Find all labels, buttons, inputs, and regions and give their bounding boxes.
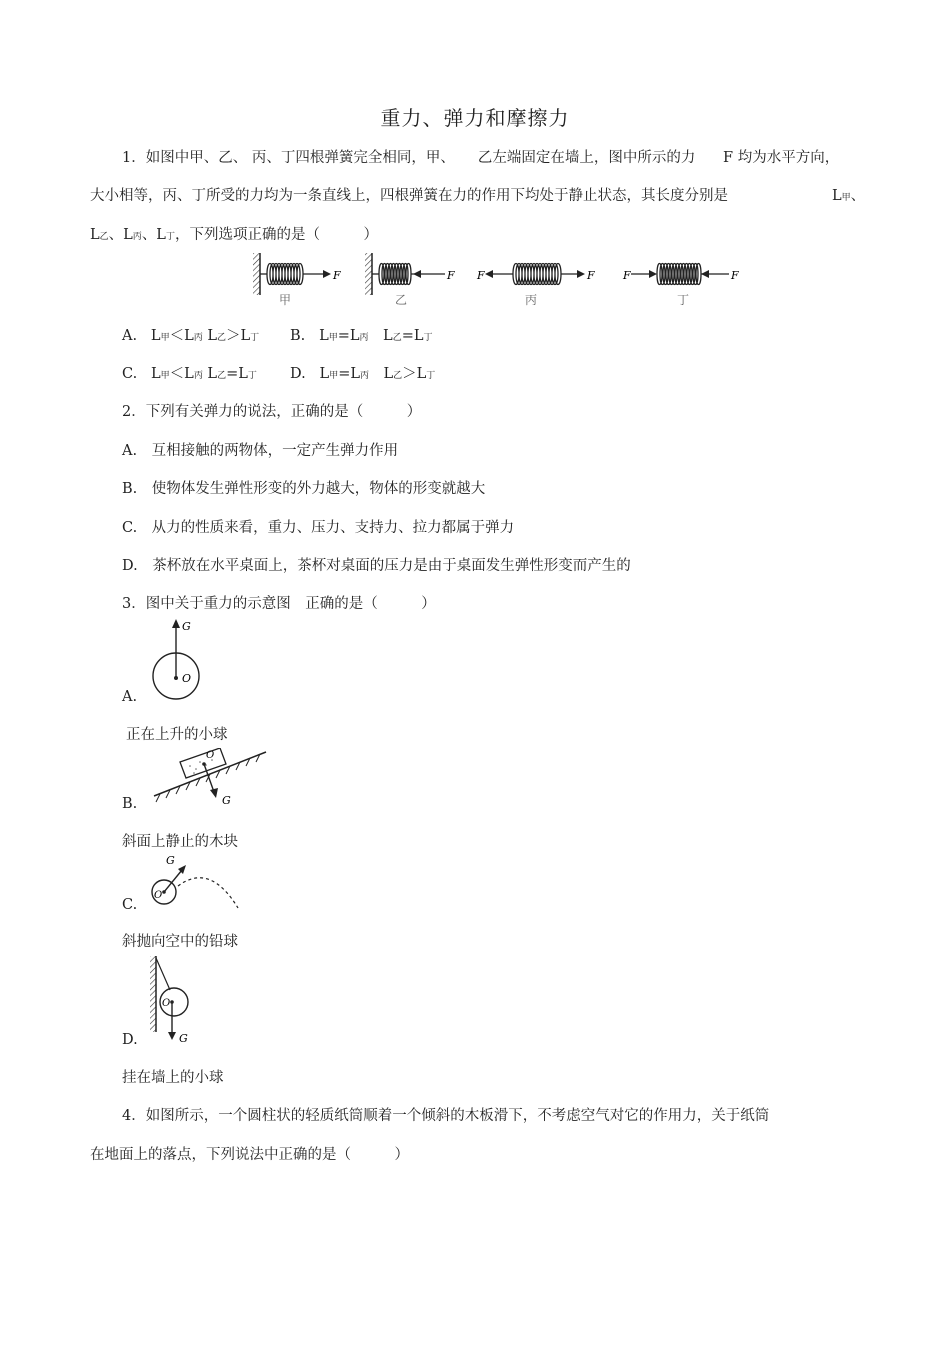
q3-option-c-caption: 斜抛向空中的铅球 bbox=[122, 934, 238, 950]
q3-option-b-label: B. bbox=[122, 796, 138, 812]
q2-stem: 2．下列有关弹力的说法，正确的是（ ） bbox=[122, 404, 422, 420]
svg-text:丙: 丙 bbox=[525, 293, 538, 307]
svg-text:F: F bbox=[623, 269, 631, 282]
svg-text:F: F bbox=[333, 269, 341, 282]
q3-option-a-caption: 正在上升的小球 bbox=[126, 727, 228, 743]
q1-option-d: D. L甲=L丙 L乙＞L丁 bbox=[290, 366, 436, 382]
q3-figure-b bbox=[150, 748, 270, 808]
spring-ding bbox=[622, 264, 739, 308]
svg-text:乙: 乙 bbox=[395, 293, 408, 307]
q1-option-b: B. L甲=L丙 L乙=L丁 bbox=[290, 328, 433, 344]
q1-line2: 大小相等，丙、丁所受的力均为一条直线上，四根弹簧在力的作用下均处于静止状态，其长度分别是 bbox=[90, 188, 728, 204]
svg-text:F: F bbox=[731, 269, 739, 282]
svg-text:F: F bbox=[447, 269, 455, 282]
q2-option-a: A. 互相接触的两物体，一定产生弹力作用 bbox=[122, 443, 399, 459]
spring-bing bbox=[476, 264, 595, 308]
q4-line1: 4．如图所示，一个圆柱状的轻质纸筒顺着一个倾斜的木板滑下，不考虑空气对它的作用力，关于纸筒 bbox=[122, 1108, 770, 1124]
svg-text:丁: 丁 bbox=[677, 293, 690, 307]
q3-option-d-label: D. bbox=[122, 1032, 138, 1048]
svg-text:甲: 甲 bbox=[279, 293, 292, 307]
q1-line1: 1．如图中甲、乙、 丙、丁四根弹簧完全相同，甲、 乙左端固定在墙上，图中所示的力 F 均为水平方向， bbox=[122, 150, 840, 166]
svg-text:O: O bbox=[206, 750, 215, 761]
q1-line3: L乙、L丙、L丁，下列选项正确的是（ ） bbox=[90, 227, 378, 243]
svg-text:O: O bbox=[182, 672, 192, 685]
svg-text:G: G bbox=[179, 1032, 188, 1044]
q1-line2-L: L甲、 bbox=[832, 188, 866, 204]
svg-text:G: G bbox=[182, 620, 191, 633]
spring-jia bbox=[253, 253, 341, 307]
spring-yi bbox=[365, 253, 455, 307]
q3-figure-a bbox=[148, 616, 208, 700]
q3-figure-c bbox=[148, 852, 248, 912]
q3-option-b-caption: 斜面上静止的木块 bbox=[122, 834, 238, 850]
q2-option-c: C. 从力的性质来看，重力、压力、支持力、拉力都属于弹力 bbox=[122, 520, 515, 536]
q3-stem: 3．图中关于重力的示意图 正确的是（ ） bbox=[122, 596, 436, 612]
q1-option-a: A. L甲＜L丙 L乙＞L丁 bbox=[122, 328, 260, 344]
q1-option-c: C. L甲＜L丙 L乙=L丁 bbox=[122, 366, 257, 382]
q4-line2: 在地面上的落点，下列说法中正确的是（ ） bbox=[90, 1147, 409, 1163]
svg-text:O: O bbox=[154, 890, 163, 901]
q1-springs-figure bbox=[245, 250, 755, 310]
svg-text:F: F bbox=[587, 269, 595, 282]
q3-figure-d bbox=[146, 954, 206, 1044]
q2-option-d: D. 茶杯放在水平桌面上，茶杯对桌面的压力是由于桌面发生弹性形变而产生的 bbox=[122, 558, 631, 574]
q3-option-d-caption: 挂在墙上的小球 bbox=[122, 1070, 224, 1086]
svg-text:G: G bbox=[222, 794, 231, 807]
svg-text:G: G bbox=[166, 854, 175, 867]
q3-option-a-label: A. bbox=[122, 689, 138, 705]
page-title: 重力、弹力和摩擦力 bbox=[380, 106, 570, 130]
svg-text:O: O bbox=[162, 998, 171, 1009]
q3-option-c-label: C. bbox=[122, 897, 138, 913]
svg-text:F: F bbox=[477, 269, 485, 282]
q2-option-b: B. 使物体发生弹性形变的外力越大，物体的形变就越大 bbox=[122, 481, 486, 497]
